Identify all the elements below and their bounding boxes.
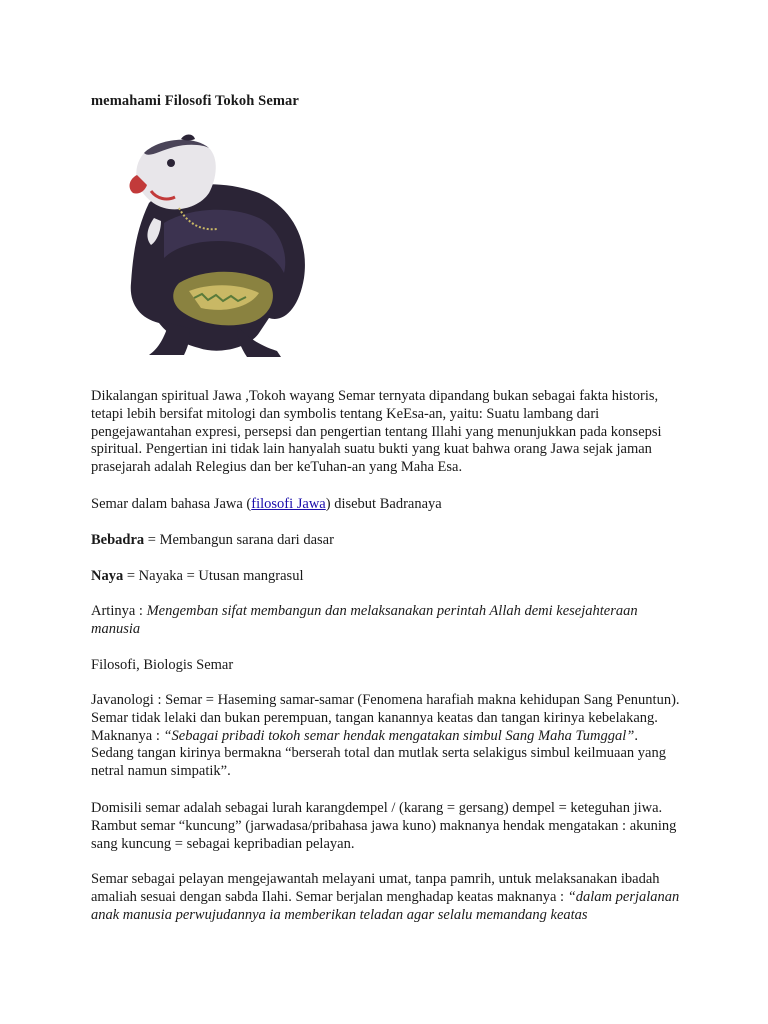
badranaya-text-after: ) disebut Badranaya	[325, 496, 442, 512]
naya-definition: = Nayaka = Utusan mangrasul	[123, 568, 304, 584]
filosofi-jawa-link[interactable]: filosofi Jawa	[251, 496, 326, 512]
bebadra-term: Bebadra	[91, 532, 145, 548]
javanologi-quote: “Sebagai pribadi tokoh semar hendak mengatakan simbul Sang Maha Tumggal”	[163, 727, 635, 744]
artinya-label: Artinya :	[91, 603, 147, 619]
page-title: memahami Filosofi Tokoh Semar	[91, 93, 299, 109]
artinya-text: Mengemban sifat membangun dan melaksanakan perintah Allah demi kesejahteraan manusia	[91, 603, 638, 637]
bebadra-line	[91, 532, 681, 550]
naya-line	[91, 568, 681, 586]
javanologi-start: Javanologi : Semar = Haseming samar-samar (Fenomena harafiah makna kehidupan Sang Penuntun). Semar tidak lelaki dan bukan perempuan, tangan kanannya keatas dan tangan kirinya kebelakang. Maknanya :	[91, 692, 680, 744]
badranaya-text-before: Semar dalam bahasa Jawa (	[91, 496, 252, 512]
section-heading-biologis: Filosofi, Biologis Semar	[91, 657, 234, 673]
naya-term: Naya	[91, 568, 124, 584]
pelayan-quote: “dalam perjalanan anak manusia perwujudannya ia memberikan teladan agar selalu memandang keatas	[91, 888, 680, 923]
javanologi-end: . Sedang tangan kirinya bermakna “berserah total dan mutlak serta selakigus simbul keilmuaan yang netral namun simpatik”.	[91, 727, 666, 780]
pelayan-start: Semar sebagai pelayan mengejawantah melayani umat, tanpa pamrih, untuk melaksanakan ibadah amaliah sesuai dengan sabda Ilahi. Semar berjalan menghadap keatas maknanya :	[91, 871, 660, 905]
domisili-paragraph: Domisili semar adalah sebagai lurah karangdempel / (karang = gersang) dempel = keteguhan jiwa. Rambut semar “kuncung” (jarwadasa/pribahasa jawa kuno) maknanya hendak mengatakan : akuning sang kuncung = sebagai kepribadian pelayan.	[91, 800, 677, 852]
intro-paragraph: Dikalangan spiritual Jawa ,Tokoh wayang Semar ternyata dipandang bukan sebagai fakta historis, tetapi lebih bersifat mitologi dan symbolis tentang KeEsa-an, yaitu: Suatu lambang dari pengejawantahan expresi, persepsi dan pengertian tentang Illahi yang menunjukkan pada konsepsi spiritual. Pengertian ini tidak lain hanyalah suatu bukti yang kuat bahwa orang Jawa sejak jaman prasejarah adalah Relegius dan ber keTuhan-an yang Maha Esa.	[91, 388, 662, 476]
pelayan-paragraph	[91, 871, 681, 924]
bebadra-definition: = Membangun sarana dari dasar	[144, 532, 334, 548]
javanologi-paragraph	[91, 692, 681, 781]
artinya-paragraph	[91, 603, 681, 639]
semar-wayang-image	[109, 133, 309, 365]
semar-illustration	[109, 133, 309, 365]
badranaya-paragraph	[91, 496, 681, 514]
